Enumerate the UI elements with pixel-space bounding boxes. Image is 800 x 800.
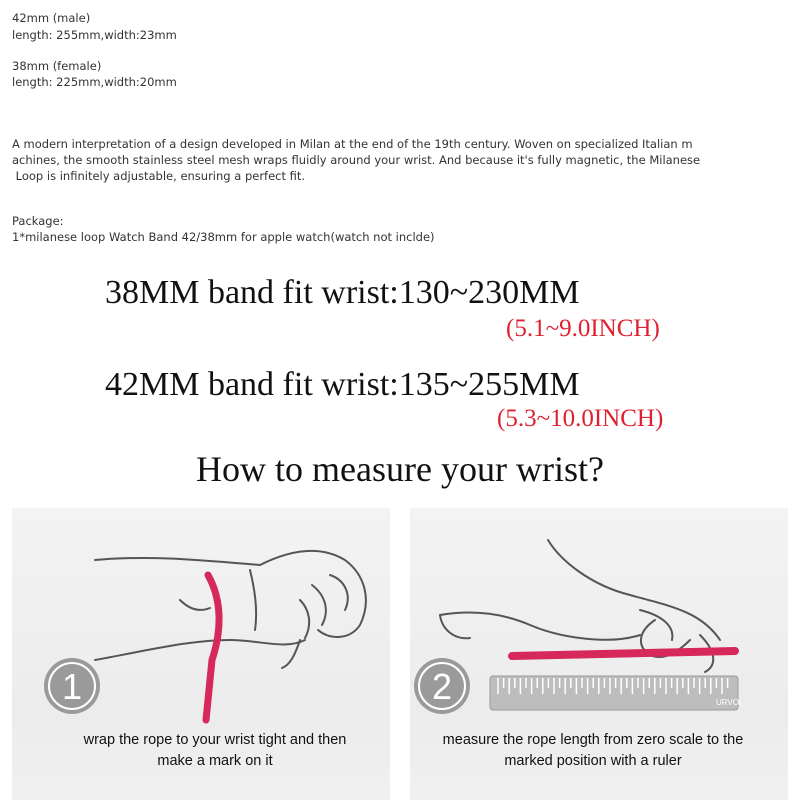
step-1-caption [60, 730, 370, 772]
description-line-3: Loop is infinitely adjustable, ensuring a perfect fit. [12, 169, 306, 183]
ruler [490, 676, 738, 710]
description-line-1: A modern interpretation of a design developed in Milan at the end of the 19th century. Woven on specialized Italian m [12, 137, 693, 151]
spec-female-dims: length: 225mm,width:20mm [12, 75, 177, 89]
rope-on-wrist [206, 575, 219, 720]
wrist-illustration [95, 551, 366, 668]
rope-on-ruler [512, 651, 735, 656]
package-label: Package: [12, 214, 64, 228]
fit-38mm-inch: (5.1~9.0INCH) [506, 315, 660, 342]
fit-42mm-line: 42MM band fit wrist:135~255MM [105, 366, 580, 403]
description-line-2: achines, the smooth stainless steel mesh wraps fluidly around your wrist. And because it's fully magnetic, the Milanese [12, 153, 701, 167]
step-2-number: 2 [431, 666, 453, 707]
fit-42mm-inch: (5.3~10.0INCH) [497, 405, 664, 432]
step-2-caption-line-1: measure the rope length from zero scale to the [442, 732, 744, 748]
step-1-caption-line-2: make a mark on it [157, 753, 273, 769]
fit-38mm-line: 38MM band fit wrist:130~230MM [105, 274, 580, 311]
ruler-brand: URVOI [716, 698, 742, 707]
spec-male-title: 42mm (male) [12, 11, 91, 25]
step-1-number: 1 [61, 666, 83, 707]
step-2-caption-line-2: marked position with a ruler [504, 753, 682, 769]
step-2-caption [418, 730, 768, 772]
spec-male-dims: length: 255mm,width:23mm [12, 28, 177, 42]
package-contents: 1*milanese loop Watch Band 42/38mm for apple watch(watch not inclde) [12, 230, 435, 244]
measure-heading: How to measure your wrist? [196, 449, 604, 489]
spec-female-title: 38mm (female) [12, 59, 102, 73]
step-1-caption-line-1: wrap the rope to your wrist tight and then [83, 732, 347, 748]
